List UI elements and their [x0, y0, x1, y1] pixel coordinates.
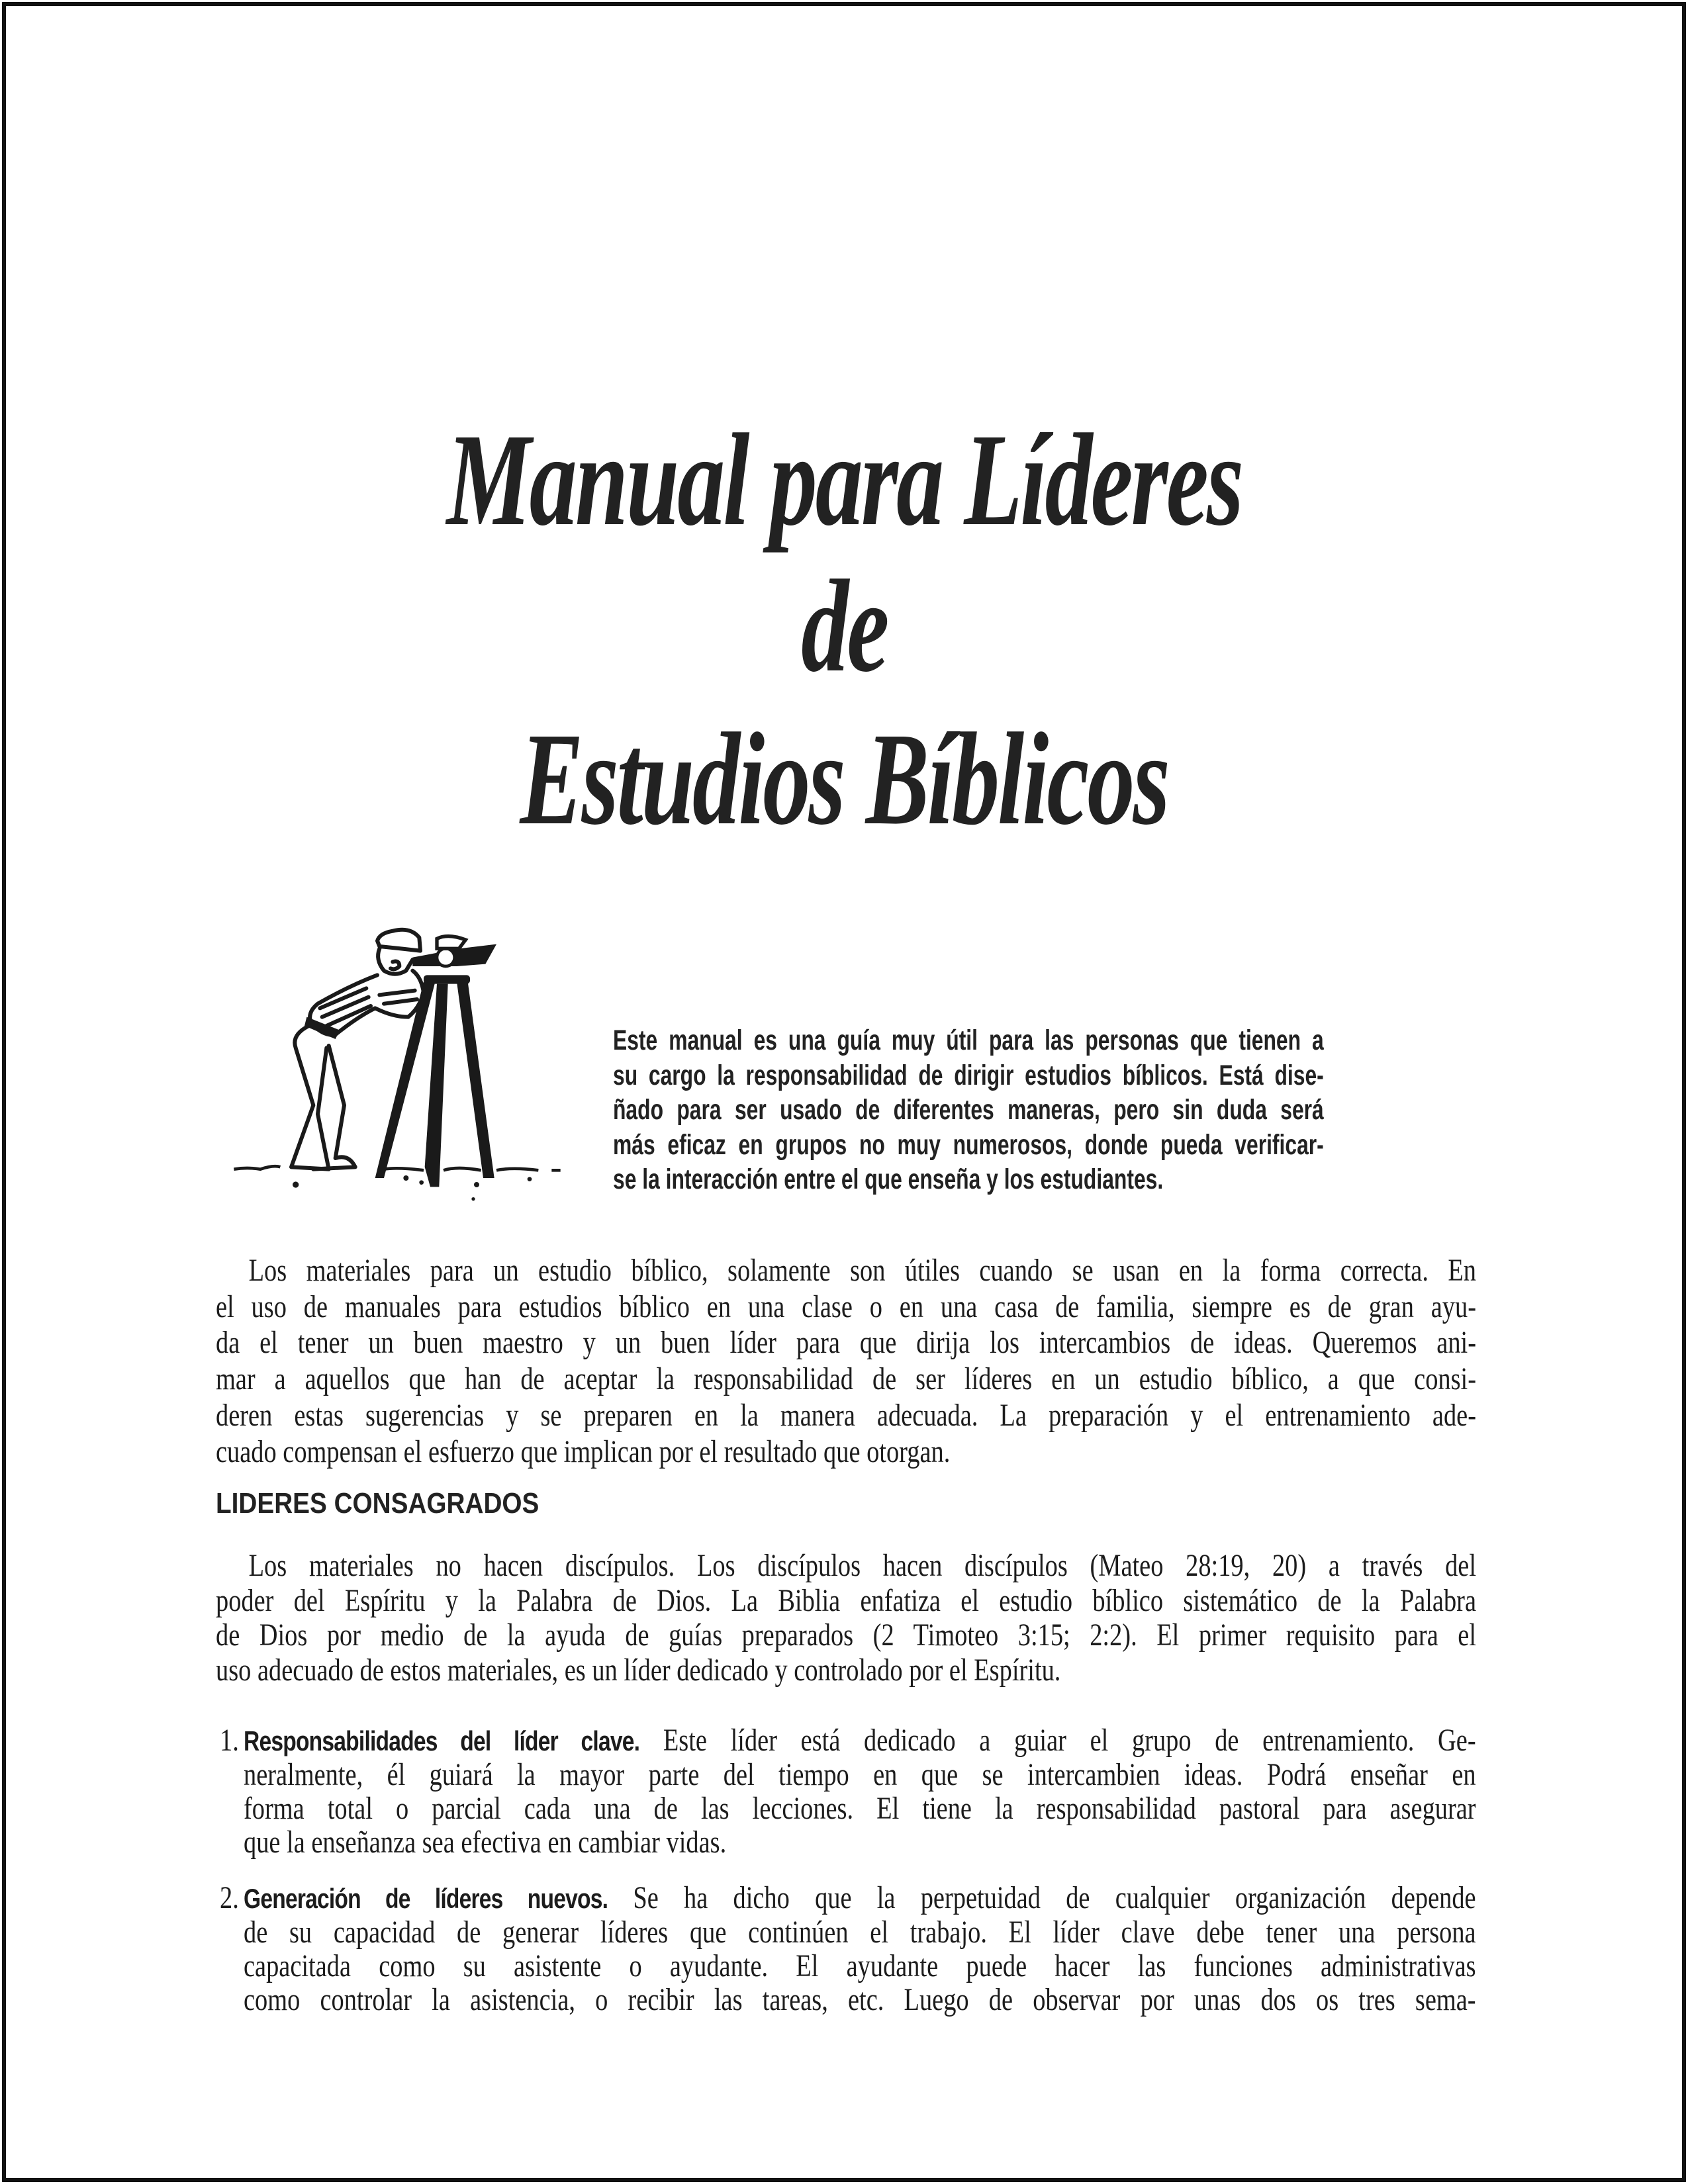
title-text: Estudios Bíblicos: [520, 706, 1168, 852]
list-item-lead: Generación de líderes nuevos.: [244, 1883, 608, 1914]
list-line: capacitada como su asistente o ayudante. El ayudante puede hacer las funciones administrativas: [244, 1948, 1476, 1983]
list-number: 1.: [220, 1723, 239, 1758]
title-text: de: [800, 553, 888, 700]
list-item: [220, 1723, 1476, 1860]
list-text: Este líder está dedicado a guiar el grupo de entrenamiento. Ge-: [663, 1723, 1476, 1758]
list-line: como controlar la asistencia, o recibir las tareas, etc. Luego de observar por unas dos os tres sema-: [244, 1982, 1476, 2017]
intro-summary: [613, 1023, 1324, 1197]
paragraph-introduction: [216, 1253, 1476, 1470]
list-line: forma total o parcial cada una de las lecciones. El tiene la responsabilidad pastoral para asegurar: [244, 1791, 1476, 1826]
list-number: 2.: [220, 1880, 239, 1915]
intro-line: su cargo la responsabilidad de dirigir estudios bíblicos. Está dise-: [613, 1059, 1324, 1091]
paragraph-line: da el tener un buen maestro y un buen líder para que dirija los intercambios de ideas. Queremos ani-: [216, 1325, 1476, 1361]
title-line-3: [0, 706, 1688, 852]
title-line-2: [0, 553, 1688, 700]
paragraph-line: de Dios por medio de la ayuda de guías preparados (2 Timoteo 3:15; 2:2). El primer requisito para el: [216, 1617, 1476, 1653]
intro-line: más eficaz en grupos no muy numerosos, donde pueda verificar-: [613, 1128, 1324, 1161]
section-heading: LIDERES CONSAGRADOS: [216, 1487, 539, 1520]
list-item-lead: Responsabilidades del líder clave.: [244, 1725, 640, 1756]
paragraph-line: Los materiales para un estudio bíblico, solamente son útiles cuando se usan en la forma correcta. En: [248, 1253, 1477, 1288]
title-text: Manual para Líderes: [446, 407, 1242, 553]
intro-line: ñado para ser usado de diferentes maneras, pero sin duda será: [613, 1094, 1324, 1126]
intro-line: se la interacción entre el que enseña y los estudiantes.: [613, 1163, 1164, 1196]
list-item: [220, 1880, 1476, 2017]
intro-line: Este manual es una guía muy útil para las personas que tienen a: [613, 1024, 1324, 1056]
paragraph-line: poder del Espíritu y la Palabra de Dios. La Biblia enfatiza el estudio bíblico sistemático de la Palabra: [216, 1582, 1476, 1618]
paragraph-line: Los materiales no hacen discípulos. Los discípulos hacen discípulos (Mateo 28:19, 20) a través del: [248, 1548, 1477, 1583]
list-text: Se ha dicho que la perpetuidad de cualquier organización depende: [633, 1880, 1476, 1915]
list-line: neralmente, él guiará la mayor parte del tiempo en que se intercambien ideas. Podrá enseñar en: [244, 1757, 1476, 1792]
list-first-line: [244, 1881, 1476, 1915]
list-line: que la enseñanza sea efectiva en cambiar vidas.: [244, 1825, 727, 1860]
surveyor-with-tripod-illustration: [212, 893, 583, 1211]
list-line: de su capacidad de generar líderes que continúen el trabajo. El líder clave debe tener una persona: [244, 1915, 1476, 1950]
title-line-1: [0, 407, 1688, 553]
paragraph-lideres: [216, 1549, 1476, 1688]
paragraph-line: el uso de manuales para estudios bíblico en una clase o en una casa de familia, siempre es de gran ayu-: [216, 1289, 1476, 1324]
list-first-line: [244, 1723, 1476, 1758]
paragraph-line: cuado compensan el esfuerzo que implican por el resultado que otorgan.: [216, 1433, 951, 1469]
paragraph-line: mar a aquellos que han de aceptar la responsabilidad de ser líderes en un estudio bíblico, a que consi-: [216, 1361, 1476, 1397]
paragraph-line: deren estas sugerencias y se preparen en la manera adecuada. La preparación y el entrenamiento ade-: [216, 1397, 1476, 1433]
paragraph-line: uso adecuado de estos materiales, es un líder dedicado y controlado por el Espíritu.: [216, 1652, 1061, 1688]
